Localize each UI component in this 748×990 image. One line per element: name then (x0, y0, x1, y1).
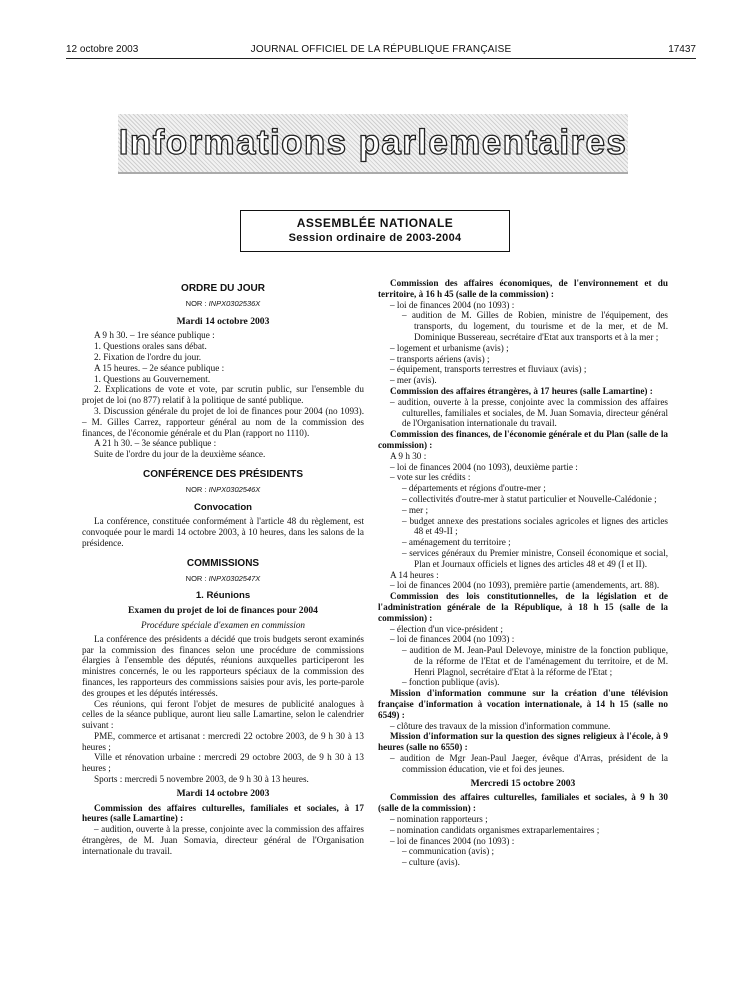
section-banner (118, 114, 628, 174)
agenda-line: 2. Fixation de l'ordre du jour. (94, 351, 202, 362)
commission-subitem: – audition de M. Jean-Paul Delevoye, ministre de la fonction publique, de la réforme de l'Etat et de l'aménagement du territoire, et de M. Henri Plagnol, secrétaire d'Etat à la réforme de l'Etat ; (402, 645, 668, 677)
commission-subitem: – fonction publique (avis). (402, 677, 500, 688)
header-rule (66, 58, 696, 59)
header-journal-title: JOURNAL OFFICIEL DE LA RÉPUBLIQUE FRANÇAISE (250, 44, 512, 55)
date-heading: Mardi 14 octobre 2003 (176, 787, 270, 799)
commissions-heading: COMMISSIONS (186, 557, 260, 569)
agenda-line: A 21 h 30. – 3e séance publique : (94, 438, 217, 449)
date-heading: Mercredi 15 octobre 2003 (470, 777, 576, 789)
calendar-line: PME, commerce et artisanat : mercredi 22 octobre 2003, de 9 h 30 à 13 heures ; (82, 730, 364, 752)
calendar-line: Sports : mercredi 5 novembre 2003, de 9 h 30 à 13 heures. (94, 774, 309, 785)
paragraph: La conférence des présidents a décidé que trois budgets seront examinés par la commission des finances selon une procédure de commissions élargies à l'ensemble des députés, réunions auxquelles participeront les ministres concernés, le ou les rapporteurs spéciaux de la commission des finances, les rapporteurs des commissions saisies pour avis, les porte-parole des groupes et les députés intéressés. (82, 633, 364, 698)
commission-subitem: – mer ; (402, 504, 429, 515)
mission-item: – audition de Mgr Jean-Paul Jaeger, évêque d'Arras, président de la commission éducation, vie et foi des jeunes. (390, 753, 668, 774)
commission-item: – mer (avis). (390, 375, 437, 386)
paragraph: Ces réunions, qui feront l'objet de mesures de publicité analogues à celles de la séance publique, auront lieu salle Lamartine, selon le calendrier suivant : (82, 698, 364, 731)
mission-item: – clôture des travaux de la mission d'information commune. (390, 720, 611, 731)
commission-item: – loi de finances 2004 (no 1093) : (390, 835, 515, 846)
nor-reference (82, 574, 364, 585)
nor-label: NOR : (185, 484, 209, 494)
convocation-heading: Convocation (193, 501, 253, 513)
time-line: A 14 heures : (390, 569, 439, 580)
commission-item: – audition, ouverte à la presse, conjointe avec la commission des affaires étrangères, de M. Juan Somavia, directeur général de l'Organisation internationale du travail. (82, 824, 364, 856)
agenda-line: 1. Questions au Gouvernement. (94, 373, 211, 384)
commission-item: – transports aériens (avis) ; (390, 353, 490, 364)
commission-subitem: – budget annexe des prestations sociales agricoles et lignes des articles 48 et 49-II ; (402, 515, 668, 537)
right-column (378, 278, 668, 868)
commission-heading: Commission des affaires culturelles, familiales et sociales, à 17 heures (salle Lamartine) : (82, 802, 364, 824)
commission-item: – logement et urbanisme (avis) ; (390, 342, 509, 353)
commission-item: – nomination candidats organismes extraparlementaires ; (390, 824, 600, 835)
commission-item: – élection d'un vice-président ; (390, 623, 503, 634)
reunions-heading: 1. Réunions (195, 590, 251, 602)
nor-reference (82, 299, 364, 310)
agenda-line: Suite de l'ordre du jour de la deuxième séance. (94, 449, 266, 460)
header-date: 12 octobre 2003 (66, 44, 139, 55)
commission-subitem: – collectivités d'outre-mer à statut particulier et Nouvelle-Calédonie ; (402, 493, 657, 504)
commission-subitem: – audition de M. Gilles de Robien, ministre de l'équipement, des transports, du logement, du tourisme et de la mer, et de M. Dominique Bussereau, secrétaire d'Etat aux transports et à la mer ; (402, 310, 668, 342)
commission-item: – équipement, transports terrestres et fluviaux (avis) ; (390, 364, 587, 375)
agenda-line: A 9 h 30. – 1re séance publique : (94, 330, 215, 341)
time-line: A 9 h 30 : (390, 450, 427, 461)
commission-subitem: – communication (avis) ; (402, 846, 495, 857)
examen-heading: Examen du projet de loi de finances pour 2004 (128, 605, 318, 617)
header-page-number: 17437 (668, 44, 696, 55)
commission-item: – audition, ouverte à la presse, conjointe avec la commission des affaires culturelles, familiales et sociales, de M. Juan Somavia, directeur général de l'Organisation internationale du travail. (390, 396, 668, 429)
commission-heading: Commission des affaires étrangères, à 17 heures (salle Lamartine) : (390, 385, 653, 396)
convocation-text: La conférence, constituée conformément à l'article 48 du règlement, est convoquée pour le mardi 14 octobre 2003, à 10 heures, dans les salons de la présidence. (82, 516, 364, 548)
calendar-line: Ville et rénovation urbaine : mercredi 29 octobre 2003, de 9 h 30 à 13 heures ; (82, 752, 364, 774)
commission-subitem: – départements et régions d'outre-mer ; (402, 483, 546, 494)
nor-label: NOR : (185, 298, 209, 308)
agenda-line: 3. Discussion générale du projet de loi de finances pour 2004 (no 1093). – M. Gilles Carrez, rapporteur général au nom de la commission des finances, de l'économie générale et du Plan (rapport no 1110). (82, 405, 364, 438)
nor-reference (82, 485, 364, 496)
mission-heading: Mission d'information commune sur la création d'une télévision française d'information à vocation internationale, à 14 h 15 (salle no 6549) : (378, 688, 668, 720)
left-column (82, 278, 364, 857)
session-box (240, 210, 510, 252)
commission-heading: Commission des lois constitutionnelles, de la législation et de l'administration générale de la République, à 18 h 15 (salle de la commission) : (378, 591, 668, 623)
commission-subitem: – aménagement du territoire ; (402, 537, 511, 548)
commission-item: – loi de finances 2004 (no 1093) : (390, 634, 515, 645)
page-header (66, 44, 696, 58)
commission-item: – vote sur les crédits : (390, 472, 471, 483)
conference-heading: CONFÉRENCE DES PRÉSIDENTS (142, 468, 304, 480)
procedure-heading: Procédure spéciale d'examen en commission (140, 619, 306, 630)
nor-code: INPX0302536X (208, 298, 261, 308)
agenda-line: 1. Questions orales sans débat. (94, 341, 207, 352)
ordre-du-jour-heading: ORDRE DU JOUR (181, 283, 265, 294)
nor-label: NOR : (185, 573, 209, 583)
mission-heading: Mission d'information sur la question des signes religieux à l'école, à 9 heures (salle no 6550) : (378, 731, 668, 753)
commission-heading: Commission des finances, de l'économie générale et du Plan (salle de la commission) : (378, 429, 668, 450)
assembly-name: ASSEMBLÉE NATIONALE (296, 216, 454, 230)
session-name: Session ordinaire de 2003-2004 (288, 232, 462, 244)
banner-title: Informations parlementaires (118, 123, 628, 162)
commission-item: – loi de finances 2004 (no 1093), première partie (amendements, art. 88). (390, 580, 660, 591)
commission-subitem: – culture (avis). (402, 857, 460, 868)
commission-item: – loi de finances 2004 (no 1093), deuxième partie : (390, 461, 578, 472)
nor-code: INPX0302546X (208, 484, 261, 494)
commission-heading: Commission des affaires culturelles, familiales et sociales, à 9 h 30 (salle de la commission) : (378, 792, 668, 814)
agenda-line: A 15 heures. – 2e séance publique : (94, 362, 225, 373)
date-heading: Mardi 14 octobre 2003 (176, 315, 270, 327)
commission-item: – loi de finances 2004 (no 1093) : (390, 299, 515, 310)
nor-code: INPX0302547X (208, 573, 261, 583)
agenda-line: 2. Explications de vote et vote, par scrutin public, sur l'ensemble du projet de loi (no 877) relatif à la politique de santé publique. (82, 384, 364, 406)
commission-item: – nomination rapporteurs ; (390, 814, 488, 825)
commission-subitem: – services généraux du Premier ministre, Conseil économique et social, Plan et Journaux officiels et lignes des articles 48 et 49 (I et II). (402, 547, 668, 569)
commission-heading: Commission des affaires économiques, de l'environnement et du territoire, à 16 h 45 (salle de la commission) : (378, 278, 668, 299)
